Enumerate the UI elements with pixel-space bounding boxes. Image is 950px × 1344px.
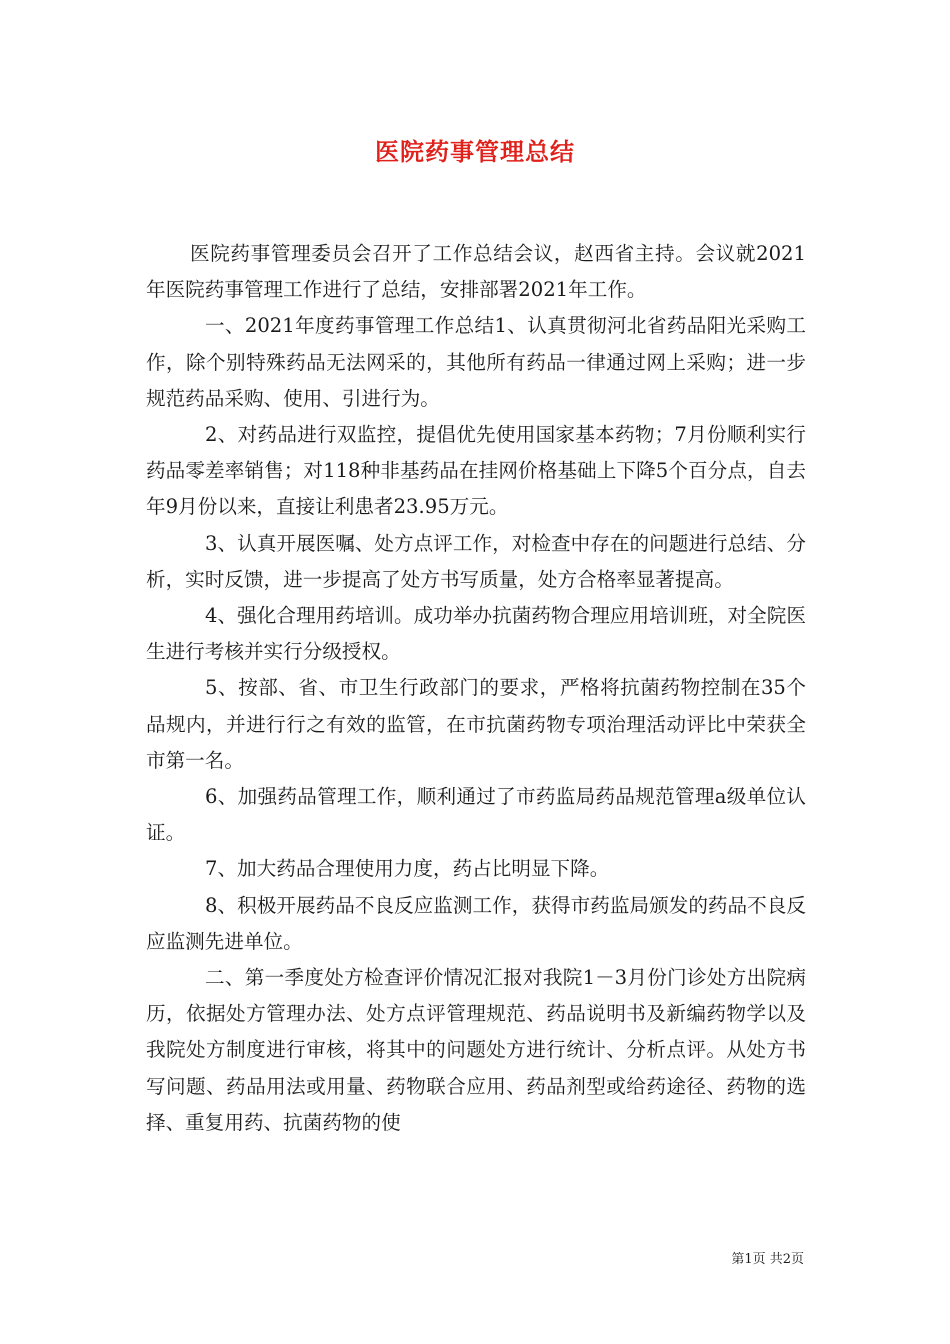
paragraph: 一、2021年度药事管理工作总结1、认真贯彻河北省药品阳光采购工作，除个别特殊药品无法网采的，其他所有药品一律通过网上采购；进一步规范药品采购、使用、引进行为。	[146, 314, 806, 410]
document-body	[146, 236, 806, 1141]
paragraph: 6、加强药品管理工作，顺利通过了市药监局药品规范管理a级单位认证。	[146, 785, 806, 845]
document-title: 医院药事管理总结	[375, 138, 575, 166]
page-number: 第1页 共2页	[731, 1252, 804, 1267]
paragraph: 5、按部、省、市卫生行政部门的要求，严格将抗菌药物控制在35个品规内，并进行行之有效的监管，在市抗菌药物专项治理活动评比中荣获全市第一名。	[146, 676, 806, 772]
paragraph: 7、加大药品合理使用力度，药占比明显下降。	[205, 857, 610, 881]
paragraph: 2、对药品进行双监控，提倡优先使用国家基本药物；7月份顺利实行药品零差率销售；对118种非基药品在挂网价格基础上下降5个百分点，自去年9月份以来，直接让利患者23.95万元。	[146, 423, 806, 519]
paragraph: 8、积极开展药品不良反应监测工作，获得市药监局颁发的药品不良反应监测先进单位。	[146, 893, 806, 953]
paragraph: 二、第一季度处方检查评价情况汇报对我院1－3月份门诊处方出院病历，依据处方管理办法、处方点评管理规范、药品说明书及新编药物学以及我院处方制度进行审核，将其中的问题处方进行统计、分析点评。从处方书写问题、药品用法或用量、药物联合应用、药品剂型或给药途径、药物的选择、重复用药、抗菌药物的使	[146, 966, 806, 1134]
paragraph: 3、认真开展医嘱、处方点评工作，对检查中存在的问题进行总结、分析，实时反馈，进一步提高了处方书写质量，处方合格率显著提高。	[146, 531, 806, 591]
paragraph: 4、强化合理用药培训。成功举办抗菌药物合理应用培训班，对全院医生进行考核并实行分级授权。	[146, 604, 806, 664]
paragraph: 医院药事管理委员会召开了工作总结会议，赵西省主持。会议就2021年医院药事管理工作进行了总结，安排部署2021年工作。	[146, 242, 806, 302]
